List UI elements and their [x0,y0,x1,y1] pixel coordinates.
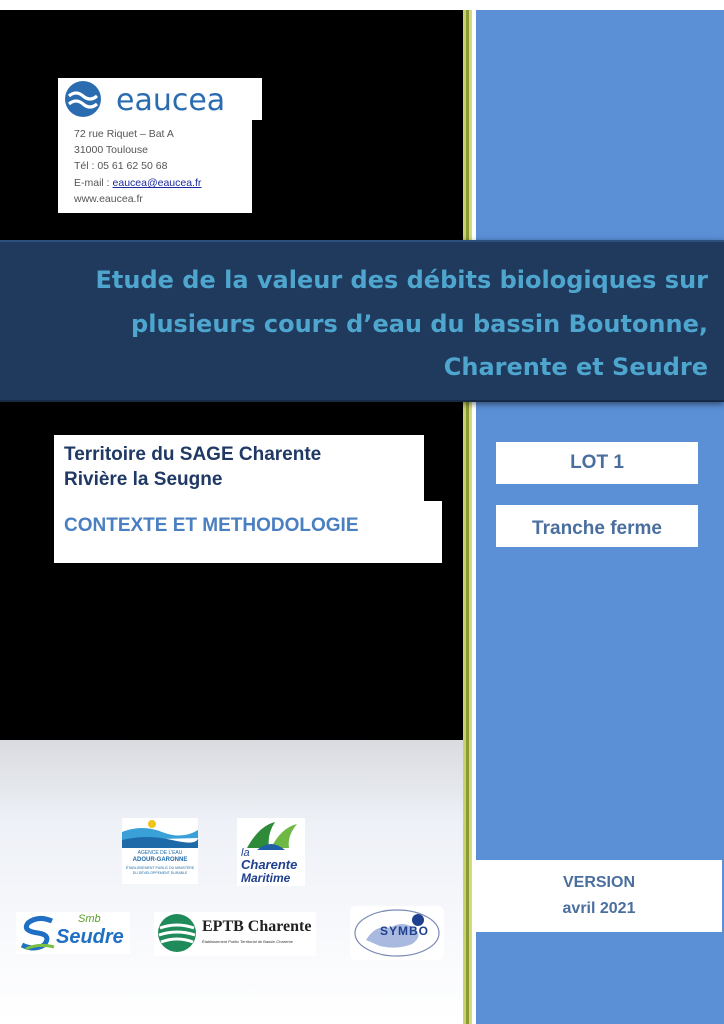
charente-line-3: Maritime [241,871,291,885]
seudre-name: Seudre [56,926,124,948]
section-card [54,501,442,563]
territory-card [54,435,424,501]
version-label: VERSION [562,874,635,891]
eaucea-wave-icon [63,79,103,119]
eptb-charente-logo [154,912,316,956]
adour-garonne-emblem-icon [122,818,198,848]
adour-line-3: ÉTABLISSEMENT PUBLIC DU MINISTÈRE [125,866,195,870]
charente-line-1: la [241,847,250,859]
seudre-logo [16,912,130,954]
section-title: CONTEXTE ET METHODOLOGIE [64,515,359,536]
adour-line-2: ADOUR-GARONNE [132,857,188,863]
version-box [476,860,722,932]
symbo-name: SYMBO [380,924,430,938]
eptb-sub: Établissement Public Territorial de Bassin Charente [202,939,293,944]
partners-panel [0,740,463,1020]
address-phone: Tél : 05 61 62 50 68 [74,160,168,172]
title-line-3: Charente et Seudre [443,353,708,381]
eptb-name: EPTB Charente [202,918,312,935]
email-label: E-mail : [74,177,113,189]
charente-maritime-logo [237,818,305,886]
territory-line-2: Rivière la Seugne [64,469,223,490]
tranche-label: Tranche ferme [496,505,698,547]
address-email-row [74,177,201,189]
address-city: 31000 Toulouse [74,144,148,156]
eptb-globe-icon [156,912,198,956]
charente-line-2: Charente [241,857,298,872]
seudre-s-icon [18,915,58,951]
adour-line-1: AGENCE DE L’EAU [137,850,183,856]
title-band [0,240,724,402]
symbo-logo [350,906,444,960]
lot-label: LOT 1 [496,442,698,484]
adour-line-4: DU DÉVELOPPEMENT DURABLE [132,871,188,875]
adour-garonne-logo [122,818,198,884]
address-website: www.eaucea.fr [74,193,143,205]
seudre-prefix: Smb [78,913,101,925]
version-date: avril 2021 [562,900,636,917]
territory-line-1: Territoire du SAGE Charente [64,444,322,465]
company-brand-name: eaucea [116,83,226,118]
title-line-1: Etude de la valeur des débits biologiques sur [95,266,708,294]
company-address-card [58,120,252,213]
email-link[interactable]: eaucea@eaucea.fr [112,177,202,189]
address-line: 72 rue Riquet – Bat A [74,128,174,140]
title-line-2: plusieurs cours d’eau du bassin Boutonne, [131,310,708,338]
